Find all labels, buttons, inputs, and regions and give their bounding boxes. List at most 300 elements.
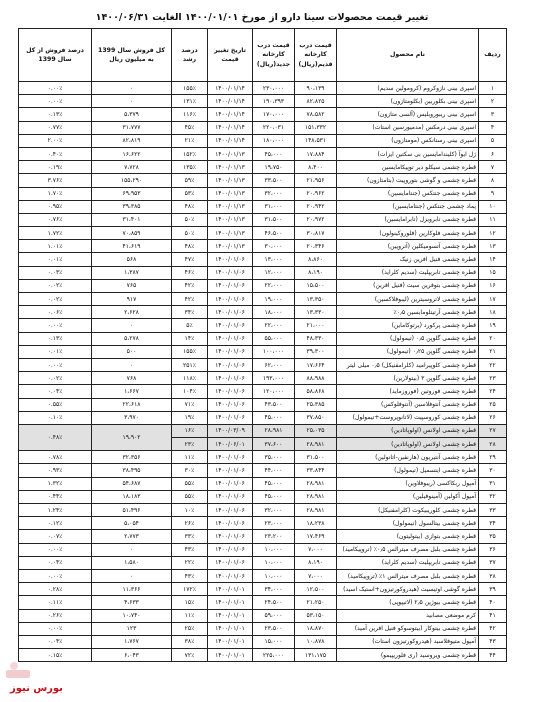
new-price: ۳۰،۰۰۰ [253, 240, 295, 253]
table-row [19, 635, 507, 648]
sales-share: ۰.۰۰٪ [19, 319, 92, 332]
sales-share: ۰.۰۳٪ [19, 266, 92, 279]
header-row-number: ردیف [479, 29, 507, 82]
new-price: ۲۲۰،۰۳۱ [253, 121, 295, 134]
row-number: ۲۷ [479, 424, 507, 437]
old-price: ۱۳،۳۳۰ [295, 306, 337, 319]
row-number: ۶ [479, 147, 507, 160]
old-price: ۲۵،۰۳۵ [295, 424, 337, 437]
change-date: ۱۴۰۰/۰۱/۰۶ [208, 543, 253, 556]
new-price: ۲۴،۵۰۰ [253, 596, 295, 609]
change-date: ۱۴۰۰/۰۱/۰۶ [208, 253, 253, 266]
new-price: ۵۹،۰۰۰ [253, 609, 295, 622]
new-price: ۳۷،۶۰۰ [253, 438, 295, 451]
table-row [19, 543, 507, 556]
new-price: ۱۹۳،۰۰۰ [253, 372, 295, 385]
row-number: ۳ [479, 108, 507, 121]
change-date: ۱۴۰۰/۰۱/۰۱ [208, 622, 253, 635]
product-name: قطره چشمی بتوفرین سیت (فنیل افرین) [337, 279, 479, 292]
old-price: ۸،۱۹۰ [295, 556, 337, 569]
row-number: ۲۹ [479, 451, 507, 464]
growth-percent: ۱۱۶٪ [172, 108, 208, 121]
table-row [19, 213, 507, 226]
table-row [19, 490, 507, 503]
growth-percent: ۱۳۵٪ [172, 161, 208, 174]
old-price: ۳۳،۸۴۴ [295, 464, 337, 477]
new-price: ۳۲،۰۰۰ [253, 187, 295, 200]
change-date: ۱۴۰۰/۰۱/۱۴ [208, 82, 253, 95]
product-name: قطره چشمی تابریپلیت (سدیم کلراید) [337, 266, 479, 279]
growth-percent: ۱۱٪ [172, 609, 208, 622]
row-number: ۲۴ [479, 385, 507, 398]
total-sales: ۰ [92, 543, 172, 556]
product-name: قطره چشمی ایتسمیل (تیمولول) [337, 464, 479, 477]
table-row [19, 398, 507, 411]
new-price: ۲۳،۵۰۰ [253, 622, 295, 635]
growth-percent: ۱۱٪ [172, 451, 208, 464]
change-date: ۱۴۰۰/۰۱/۰۱ [208, 596, 253, 609]
row-number: ۱۶ [479, 279, 507, 292]
new-price: ۳۵،۰۰۰ [253, 451, 295, 464]
new-price: ۱۹۰،۳۹۳ [253, 95, 295, 108]
new-price: ۱۹،۰۰۰ [253, 293, 295, 306]
product-name: کرم موضعی مصابید [337, 609, 479, 622]
product-name: قطره چشمی بیتوکار (بیتوسوکو فنیل افرین آمید) [337, 622, 479, 635]
new-price: ۵۵،۰۰۰ [253, 332, 295, 345]
old-price: ۵۳،۱۵۰ [295, 609, 337, 622]
product-name: قطره چشمی آرتیتلومایسین ۰٫۵٪ [337, 306, 479, 319]
row-number: ۳۵ [479, 530, 507, 543]
new-price: ۱۲۰،۰۰۰ [253, 385, 295, 398]
total-sales: ۵،۰۵۴ [92, 517, 172, 530]
total-sales: ۱۲۳ [92, 622, 172, 635]
product-name: ژل ایوآ (کلیندامایسین بی سکتین ایزات) [337, 147, 479, 160]
total-sales: ۳۲،۳۵۶ [92, 451, 172, 464]
old-price: ۲۰،۳۴۶ [295, 240, 337, 253]
product-name: قطره چشمی گلوپن ۰٫۵ (تیمولول) [337, 332, 479, 345]
growth-percent: ۵۹٪ [172, 174, 208, 187]
total-sales: ۱۱،۳۶۶ [92, 583, 172, 596]
total-sales: ۳۸،۴۹۵ [92, 464, 172, 477]
growth-percent: ۲۱٪ [172, 134, 208, 147]
new-price: ۳۴،۰۰۰ [253, 583, 295, 596]
total-sales: ۲،۶۲۸ [92, 306, 172, 319]
table-row [19, 332, 507, 345]
product-name: قطره چشمی سیکلو دیر توپیکامایسین [337, 161, 479, 174]
sales-share: ۱.۷۲٪ [19, 227, 92, 240]
table-row [19, 596, 507, 609]
new-price: ۲۳،۰۰۰ [253, 517, 295, 530]
change-date: ۱۴۰۰/۰۱/۰۶ [208, 332, 253, 345]
product-name: قطره چشمی بلبل مصرف میترالس ۱٪ (تروپیکامید) [337, 569, 479, 582]
new-price: ۶۲،۰۰۰ [253, 358, 295, 371]
old-price: ۸،۸۶۰ [295, 253, 337, 266]
total-sales: ۳۱،۷۷۷ [92, 121, 172, 134]
new-price: ۱۰۰،۰۰۰ [253, 345, 295, 358]
row-number: ۲۲ [479, 358, 507, 371]
total-sales: ۰ [92, 319, 172, 332]
row-number: ۲۶ [479, 411, 507, 424]
old-price: ۲۸،۹۸۱ [295, 477, 337, 490]
table-row [19, 187, 507, 200]
old-price: ۸۲،۸۲۵ [295, 95, 337, 108]
new-price: ۱۰،۰۰۰ [253, 543, 295, 556]
sales-share: ۰.۱۲٪ [19, 517, 92, 530]
growth-percent: ۲۵۱٪ [172, 358, 208, 371]
growth-percent: ۵۵٪ [172, 477, 208, 490]
row-number: ۷ [479, 161, 507, 174]
total-sales: ۶۹،۹۵۳ [92, 187, 172, 200]
growth-percent: ۱۰۴٪ [172, 385, 208, 398]
old-price: ۸۸،۹۸۸ [295, 372, 337, 385]
growth-percent: ۱۵۵٪ [172, 345, 208, 358]
total-sales: ۷۶۸ [92, 372, 172, 385]
growth-percent: ۲۵٪ [172, 622, 208, 635]
old-price: ۲۸،۹۸۱ [295, 490, 337, 503]
change-date: ۱۴۰۰/۰۱/۰۶ [208, 279, 253, 292]
row-number: ۳۹ [479, 583, 507, 596]
row-number: ۴۳ [479, 635, 507, 648]
old-price: ۱۸،۲۳۸ [295, 517, 337, 530]
growth-percent: ۳۴٪ [172, 306, 208, 319]
header-product-name: نام محصول [337, 29, 479, 82]
change-date: ۱۴۰۰/۰۱/۰۶ [208, 411, 253, 424]
row-number: ۴۱ [479, 609, 507, 622]
total-sales: ۳۹،۳۸۵ [92, 200, 172, 213]
old-price: ۲۰،۹۷۲ [295, 213, 337, 226]
sales-share: ۰.۷۸٪ [19, 451, 92, 464]
total-sales: ۰ [92, 358, 172, 371]
product-name: قطره چشمی جنتکس (جنتامایسین) [337, 187, 479, 200]
change-date: ۱۴۰۰/۰۱/۰۶ [208, 306, 253, 319]
new-price: ۱۰،۰۰۰ [253, 569, 295, 582]
new-price: ۴۴،۰۰۰ [253, 464, 295, 477]
row-number: ۱ [479, 82, 507, 95]
table-row [19, 279, 507, 292]
new-price: ۳۳،۵۰۰ [253, 174, 295, 187]
row-number: ۱۹ [479, 319, 507, 332]
total-sales: ۵،۲۷۸ [92, 332, 172, 345]
change-date: ۱۴۰۰/۰۱/۰۱ [208, 649, 253, 662]
sales-share: ۰.۰۴٪ [19, 556, 92, 569]
new-price: ۱۳،۰۰۰ [253, 253, 295, 266]
sales-share: ۰.۰۴٪ [19, 635, 92, 648]
sales-share: ۰.۰۲٪ [19, 279, 92, 292]
change-date: ۱۴۰۰/۰۱/۰۶ [208, 451, 253, 464]
total-sales: ۰ [92, 569, 172, 582]
old-price: ۱۳۱،۱۷۵ [295, 649, 337, 662]
old-price: ۳۹،۳۰۰ [295, 345, 337, 358]
change-date: ۱۴۰۰/۰۶/۰۱ [208, 438, 253, 451]
product-name: قطره چشمی کلوپیرامید (کلرامفنیکل) ۰٫۵ میلی لیتر [337, 358, 479, 371]
growth-percent: ۱۵۵٪ [172, 82, 208, 95]
table-row [19, 147, 507, 160]
row-number: ۳۶ [479, 543, 507, 556]
growth-percent: ۱۰٪ [172, 504, 208, 517]
product-name: قطره چشمی گلوپن ۳ (بیتولارین) [337, 372, 479, 385]
total-sales: ۴،۶۳۳ [92, 596, 172, 609]
change-date: ۱۴۰۰/۰۱/۰۶ [208, 398, 253, 411]
table-row [19, 121, 507, 134]
table-row [19, 649, 507, 662]
new-price: ۳۱،۵۰۰ [253, 213, 295, 226]
old-price: ۲۱،۰۰۰ [295, 319, 337, 332]
old-price: ۱۳،۳۵۰ [295, 293, 337, 306]
sales-share: ۰.۴۴٪ [19, 490, 92, 503]
change-date: ۱۴۰۰/۰۱/۰۶ [208, 372, 253, 385]
row-number: ۳۴ [479, 517, 507, 530]
new-price: ۴۵،۰۰۰ [253, 477, 295, 490]
row-number: ۳۰ [479, 464, 507, 477]
growth-percent: ۱۷۲٪ [172, 583, 208, 596]
total-sales: ۳۱،۴۰۱ [92, 213, 172, 226]
old-price: ۲۸،۹۸۱ [295, 504, 337, 517]
product-name: قطره چشمی بلبل مصرف میترالس ۰٫۵٪ (تروپیکامید) [337, 543, 479, 556]
change-date: ۱۴۰۰/۰۱/۱۴ [208, 108, 253, 121]
new-price: ۴۶،۵۰۰ [253, 227, 295, 240]
sales-share: ۰.۱۵٪ [19, 649, 92, 662]
new-price: ۲۲،۰۰۰ [253, 319, 295, 332]
old-price: ۷،۰۰۰ [295, 543, 337, 556]
product-name: قطره گوشی اوتیسیت (هیدروکورتیزون+استیک اسید) [337, 583, 479, 596]
sales-share: ۰.۰۱٪ [19, 345, 92, 358]
sales-share: ۰.۱۰٪ [19, 411, 92, 424]
change-date: ۱۴۰۰/۰۱/۱۳ [208, 161, 253, 174]
total-sales: ۰ [92, 82, 172, 95]
table-row [19, 569, 507, 582]
growth-percent: ۵۳٪ [172, 187, 208, 200]
table-row [19, 266, 507, 279]
sales-share: ۰.۰۱٪ [19, 253, 92, 266]
table-row [19, 174, 507, 187]
total-sales: ۱،۵۸۰ [92, 556, 172, 569]
old-price: ۳۰،۸۱۷ [295, 227, 337, 240]
product-name: قطره چشمی پرکورد (پرتوکاماین) [337, 319, 479, 332]
table-row [19, 293, 507, 306]
sales-share: ۱.۳۲٪ [19, 477, 92, 490]
old-price: ۱۵،۵۰۰ [295, 279, 337, 292]
change-date: ۱۴۰۰/۰۱/۰۶ [208, 345, 253, 358]
growth-percent: ۵٪ [172, 319, 208, 332]
total-sales: ۴۱،۶۱۹ [92, 240, 172, 253]
old-price: ۸،۴۰۰ [295, 161, 337, 174]
new-price: ۴۵،۰۰۰ [253, 411, 295, 424]
growth-percent: ۴۷٪ [172, 253, 208, 266]
sales-share: ۰.۰۲٪ [19, 293, 92, 306]
old-price: ۹۰،۱۳۹ [295, 82, 337, 95]
sales-share: ۰.۰۷٪ [19, 530, 92, 543]
old-price: ۱۲،۵۰۰ [295, 583, 337, 596]
change-date: ۱۴۰۰/۰۳/۰۹ [208, 424, 253, 437]
total-sales: ۹۱۷ [92, 293, 172, 306]
new-price: ۲۳،۲۰۰ [253, 530, 295, 543]
total-sales: ۵۰۰ [92, 345, 172, 358]
change-date: ۱۴۰۰/۰۱/۰۶ [208, 358, 253, 371]
total-sales: ۵،۳۷۹ [92, 108, 172, 121]
new-price: ۳۲،۰۰۰ [253, 504, 295, 517]
row-number: ۳۲ [479, 490, 507, 503]
sales-share: ۰.۰۲٪ [19, 372, 92, 385]
product-name: آمپول متیوفلاسید (هیدروکورتیزون استات) [337, 635, 479, 648]
table-row [19, 451, 507, 464]
old-price: ۱۰،۸۷۸ [295, 635, 337, 648]
total-sales: ۸۲،۸۱۹ [92, 134, 172, 147]
sales-share: ۱.۲۴٪ [19, 504, 92, 517]
table-row [19, 108, 507, 121]
change-date: ۱۴۰۰/۰۱/۰۶ [208, 319, 253, 332]
new-price: ۱۸،۰۰۰ [253, 306, 295, 319]
growth-percent: ۲۲٪ [172, 556, 208, 569]
growth-percent: ۴۲٪ [172, 279, 208, 292]
sales-share: ۰.۹۳٪ [19, 464, 92, 477]
sales-share: ۰.۰۰٪ [19, 82, 92, 95]
product-name: قطره چشمی و گوشی بتوروپیت (بتامتازون) [337, 174, 479, 187]
table-row [19, 372, 507, 385]
row-number: ۲۸ [479, 438, 507, 451]
table-row [19, 609, 507, 622]
change-date: ۱۴۰۰/۰۱/۱۳ [208, 240, 253, 253]
product-name: اسپری بینی رستانکس (مومتازون) [337, 134, 479, 147]
row-number: ۱۲ [479, 227, 507, 240]
product-name: قطره چشمی کوروسپیت (لاتانوپروست+تیمولول) [337, 411, 479, 424]
product-name: قطره چشمی لاتروسیترین (لیبوفلاکسین) [337, 293, 479, 306]
growth-percent: ۴۸٪ [172, 240, 208, 253]
change-date: ۱۴۰۰/۰۱/۰۶ [208, 490, 253, 503]
sales-share: ۰.۰۰٪ [19, 358, 92, 371]
watermark-logo [4, 652, 34, 686]
change-date: ۱۴۰۰/۰۱/۰۶ [208, 556, 253, 569]
sales-share: ۰.۷۶٪ [19, 213, 92, 226]
sales-share: ۰.۰۰٪ [19, 95, 92, 108]
table-row [19, 464, 507, 477]
row-number: ۳۸ [479, 569, 507, 582]
product-name: قطره چشمی بتوازی (بیتولیتون) [337, 530, 479, 543]
table-row [19, 556, 507, 569]
table-header-row [19, 29, 507, 82]
total-sales: ۰ [92, 95, 172, 108]
new-price: ۱۸۰،۰۰۰ [253, 134, 295, 147]
total-sales: ۱۵۵،۲۹۰ [92, 174, 172, 187]
growth-percent: ۱۱۸٪ [172, 372, 208, 385]
old-price: ۲۱،۹۵۶ [295, 174, 337, 187]
product-name: آمپول ربکاکسی (ریبوفلاوین) [337, 477, 479, 490]
product-name: آمپول آکولین (آمینوفیلین) [337, 490, 479, 503]
table-row [19, 622, 507, 635]
change-date: ۱۴۰۰/۰۱/۱۴ [208, 95, 253, 108]
growth-percent: ۳۰٪ [172, 464, 208, 477]
new-price: ۱۹،۷۵۰ [253, 161, 295, 174]
total-sales: ۱،۶۶۷ [92, 385, 172, 398]
row-number: ۳۷ [479, 556, 507, 569]
new-price: ۲۸،۹۸۱ [253, 424, 295, 437]
total-sales: ۶،۰۴۳ [92, 649, 172, 662]
growth-percent: ۴۵٪ [172, 121, 208, 134]
product-name: قطره چشمی بیوژین ۲٫۵ (لاتیپوپی) [337, 596, 479, 609]
table-row [19, 424, 507, 437]
brand-logo-text: بورس نیوز [10, 683, 63, 694]
change-date: ۱۴۰۰/۰۱/۰۶ [208, 293, 253, 306]
row-number: ۱۷ [479, 293, 507, 306]
change-date: ۱۴۰۰/۰۱/۰۶ [208, 464, 253, 477]
new-price: ۴۵،۰۰۰ [253, 147, 295, 160]
total-sales: ۵۱،۴۹۶ [92, 504, 172, 517]
growth-percent: ۷۱٪ [172, 398, 208, 411]
change-date: ۱۴۰۰/۰۱/۰۶ [208, 530, 253, 543]
sales-share: ۰.۴۸٪ [19, 424, 92, 450]
total-sales: ۱۸،۱۸۳ [92, 490, 172, 503]
sales-share: ۰.۱۱٪ [19, 596, 92, 609]
total-sales: ۵۴،۶۸۷ [92, 477, 172, 490]
total-sales: ۲،۷۷۳ [92, 530, 172, 543]
growth-percent: ۴۸٪ [172, 200, 208, 213]
row-number: ۲۰ [479, 332, 507, 345]
old-price: ۱۷،۴۶۹ [295, 530, 337, 543]
table-row [19, 385, 507, 398]
old-price: ۱۵۱،۳۳۲ [295, 121, 337, 134]
sales-share: ۰.۷۷٪ [19, 121, 92, 134]
change-date: ۱۴۰۰/۰۱/۰۶ [208, 477, 253, 490]
old-price: ۴۸،۳۳۰ [295, 332, 337, 345]
old-price: ۸،۱۹۰ [295, 266, 337, 279]
table-row [19, 517, 507, 530]
old-price: ۷،۰۰۰ [295, 569, 337, 582]
change-date: ۱۴۰۰/۰۱/۰۶ [208, 504, 253, 517]
change-date: ۱۴۰۰/۰۱/۰۱ [208, 635, 253, 648]
table-row [19, 227, 507, 240]
row-number: ۱۳ [479, 240, 507, 253]
product-name: قطره چشمی گلوپن ۰٫۲۵ (تیمولول) [337, 345, 479, 358]
header-growth-percent: درصد رشد [172, 29, 208, 82]
row-number: ۴۰ [479, 596, 507, 609]
total-sales: ۱،۳۸۷ [92, 266, 172, 279]
sales-share: ۰.۱۹٪ [19, 161, 92, 174]
old-price: ۳۷،۸۵۰ [295, 411, 337, 424]
sales-share: ۲.۰۰٪ [19, 134, 92, 147]
price-table [18, 28, 507, 662]
row-number: ۳۱ [479, 477, 507, 490]
price-change-sheet [18, 8, 506, 662]
new-price: ۱۲،۰۰۰ [253, 266, 295, 279]
table-row [19, 477, 507, 490]
row-number: ۴۴ [479, 649, 507, 662]
sales-share: ۱.۷۰٪ [19, 187, 92, 200]
table-row [19, 200, 507, 213]
header-new-price: قیمت درب کارخانه جدید(ریال) [253, 29, 295, 82]
table-row [19, 161, 507, 174]
sales-share: ۰.۲۶٪ [19, 609, 92, 622]
growth-percent: ۱۵٪ [172, 596, 208, 609]
old-price: ۱۷،۶۶۴ [295, 358, 337, 371]
old-price: ۲۸،۹۸۱ [295, 438, 337, 451]
total-sales: ۱۶،۶۲۲ [92, 147, 172, 160]
total-sales: ۷،۷۲۸ [92, 161, 172, 174]
row-number: ۲۵ [479, 398, 507, 411]
old-price: ۷۸،۵۸۲ [295, 108, 337, 121]
row-number: ۱۱ [479, 213, 507, 226]
total-sales: ۳،۹۷۰ [92, 411, 172, 424]
old-price: ۲۵،۳۸۵ [295, 398, 337, 411]
new-price: ۱۷۰،۰۰۰ [253, 108, 295, 121]
product-name: پماد چشمی جنتکس (جنتامایسین) [337, 200, 479, 213]
sales-share: ۰.۵۵٪ [19, 398, 92, 411]
product-name: اسپری بینی درمکس (مدمیورسین استات) [337, 121, 479, 134]
row-number: ۴۲ [479, 622, 507, 635]
sales-share: ۰.۲۸٪ [19, 583, 92, 596]
row-number: ۵ [479, 134, 507, 147]
table-row [19, 504, 507, 517]
old-price: ۲۱،۲۵۰ [295, 596, 337, 609]
growth-percent: ۵۰٪ [172, 213, 208, 226]
